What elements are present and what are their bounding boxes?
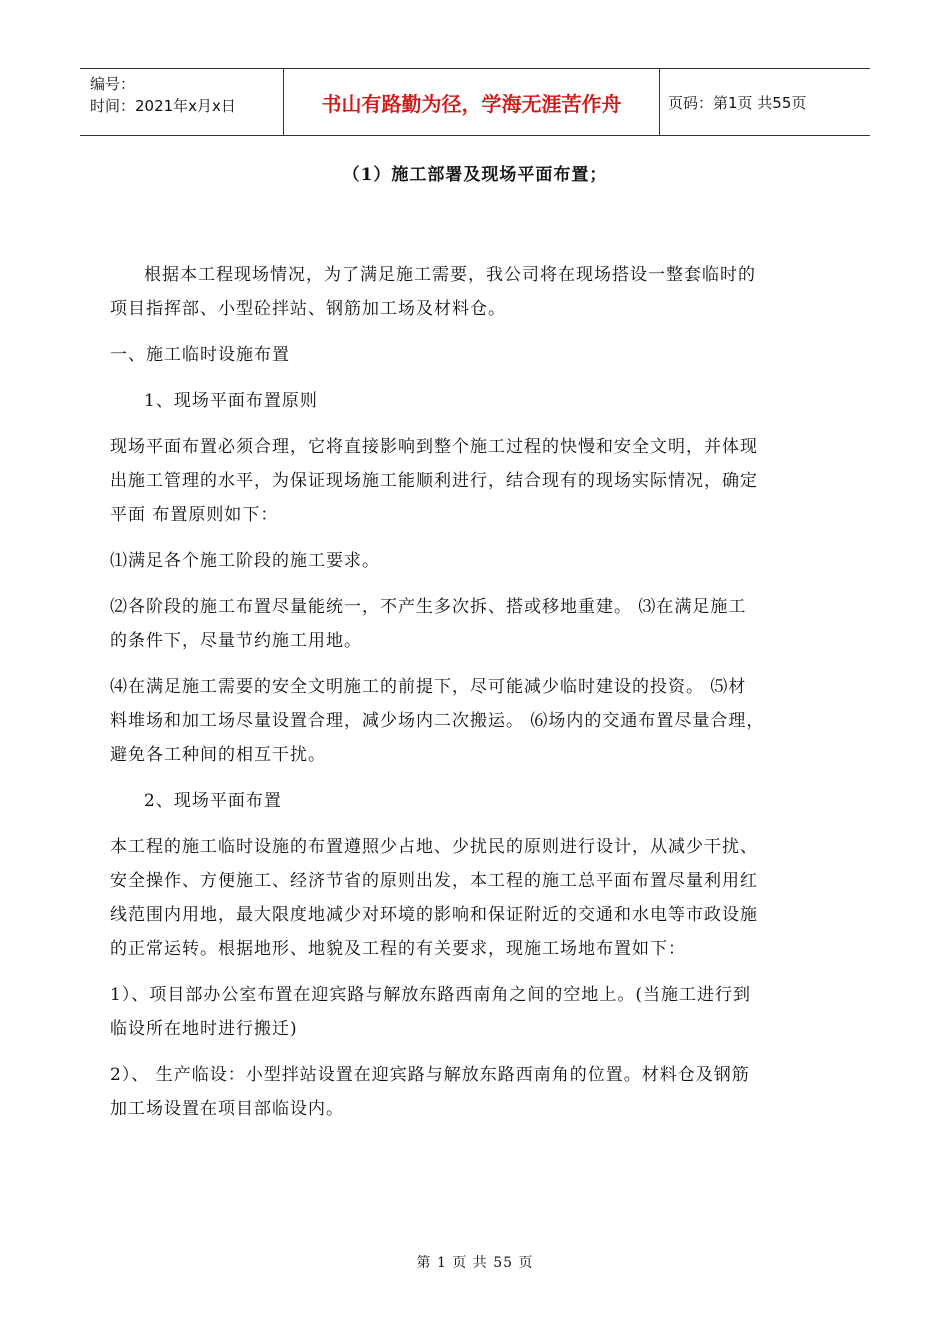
page-footer: 第 1 页 共 55 页: [416, 1255, 534, 1271]
document-body: [110, 258, 835, 1126]
header-meta: [80, 69, 284, 135]
page-header: [80, 68, 870, 136]
subsection-heading: 2、现场平面布置: [144, 791, 282, 811]
subsection-heading: 1、现场平面布置原则: [144, 391, 318, 411]
section-heading: 一、施工临时设施布置: [110, 345, 290, 365]
paragraph: 平面 布置原则如下：: [110, 505, 279, 525]
paragraph: 项目指挥部、小型砼拌站、钢筋加工场及材料仓。: [110, 299, 506, 319]
document-title: （1）施工部署及现场平面布置；: [342, 165, 608, 185]
list-item: 2）、 生产临设：小型拌站设置在迎宾路与解放东路西南角的位置。材料仓及钢筋: [110, 1065, 750, 1085]
list-item: 临设所在地时进行搬迁): [110, 1019, 298, 1039]
list-item: 料堆场和加工场尽量设置合理，减少场内二次搬运。 ⑹场内的交通布置尽量合理，: [110, 711, 765, 731]
paragraph: 根据本工程现场情况，为了满足施工需要，我公司将在现场搭设一整套临时的: [144, 265, 756, 285]
paragraph: 现场平面布置必须合理，它将直接影响到整个施工过程的快慢和安全文明，并体现: [110, 437, 758, 457]
list-item: ⑵各阶段的施工布置尽量能统一，不产生多次拆、搭或移地重建。 ⑶在满足施工: [110, 597, 747, 617]
paragraph: 本工程的施工临时设施的布置遵照少占地、少扰民的原则进行设计，从减少干扰、: [110, 837, 758, 857]
list-item: 避免各工种间的相互干扰。: [110, 745, 326, 765]
paragraph: 的正常运转。根据地形、地貌及工程的有关要求，现施工场地布置如下：: [110, 939, 686, 959]
paragraph: 安全操作、方便施工、经济节省的原则出发，本工程的施工总平面布置尽量利用红: [110, 871, 758, 891]
list-item: 1）、项目部办公室布置在迎宾路与解放东路西南角之间的空地上。(当施工进行到: [110, 985, 751, 1005]
list-item: 的条件下，尽量节约施工用地。: [110, 631, 362, 651]
page-label: 页码：第1页 共55页: [668, 93, 807, 112]
list-item: 加工场设置在项目部临设内。: [110, 1099, 344, 1119]
list-item: ⑷在满足施工需要的安全文明施工的前提下，尽可能减少临时建设的投资。 ⑸材: [110, 677, 747, 697]
header-motto: 书山有路勤为径，学海无涯苦作舟: [284, 69, 660, 135]
number-label: 编号：: [90, 75, 136, 93]
paragraph: 线范围内用地，最大限度地减少对环境的影响和保证附近的交通和水电等市政设施: [110, 905, 758, 925]
date-label: 时间：2021年x月x日: [90, 97, 236, 115]
paragraph: 出施工管理的水平，为保证现场施工能顺利进行，结合现有的现场实际情况，确定: [110, 471, 758, 491]
list-item: ⑴满足各个施工阶段的施工要求。: [110, 551, 380, 571]
